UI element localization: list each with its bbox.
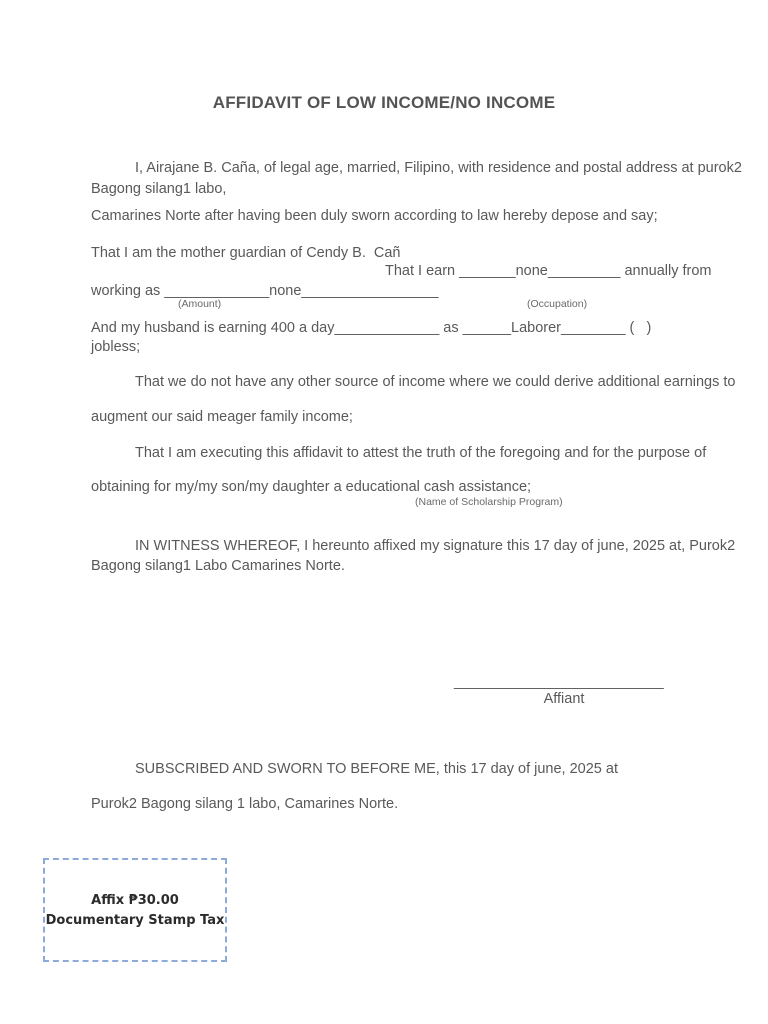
affiant-label: Affiant xyxy=(543,691,585,707)
occupation-label: (Occupation) xyxy=(527,298,588,310)
jobless-statement: jobless; xyxy=(91,339,141,355)
no-other-income-line-1: That we do not have any other source of income where we could derive additional earnings to xyxy=(135,374,736,390)
no-other-income-line-2: augment our said meager family income; xyxy=(91,409,353,425)
stamp-tax-label: Documentary Stamp Tax xyxy=(45,912,225,928)
amount-label: (Amount) xyxy=(178,298,222,310)
witness-line-2: Bagong silang1 Labo Camarines Norte. xyxy=(91,558,345,574)
working-as-statement: working as _____________none_________________ xyxy=(91,283,439,299)
page-title: AFFIDAVIT OF LOW INCOME/NO INCOME xyxy=(212,93,556,112)
signature-line: __________________________ xyxy=(454,674,664,690)
witness-line-1: IN WITNESS WHEREOF, I hereunto affixed my signature this 17 day of june, 2025 at, Purok2 xyxy=(135,538,736,554)
documentary-stamp-box xyxy=(43,858,227,962)
jurat-line-1: SUBSCRIBED AND SWORN TO BEFORE ME, this 17 day of june, 2025 at xyxy=(135,761,618,777)
opening-paragraph-line-2: Bagong silang1 labo, xyxy=(91,181,227,197)
jurat-line-2: Purok2 Bagong silang 1 labo, Camarines Norte. xyxy=(91,796,399,812)
stamp-affix-amount: Affix ₱30.00 xyxy=(91,892,179,908)
opening-paragraph-line-1: I, Airajane B. Caña, of legal age, married, Filipino, with residence and postal address at purok2 xyxy=(135,160,742,176)
earn-statement: That I earn _______none_________ annually from xyxy=(385,263,712,279)
guardian-statement: That I am the mother guardian of Cendy B. Cañ xyxy=(91,245,401,261)
purpose-line-2: obtaining for my/my son/my daughter a educational cash assistance; xyxy=(91,479,532,495)
purpose-line-1: That I am executing this affidavit to attest the truth of the foregoing and for the purpose of xyxy=(135,445,707,461)
scholarship-program-label: (Name of Scholarship Program) xyxy=(415,496,563,508)
husband-earning-statement: And my husband is earning 400 a day_____________ as ______Laborer________ ( ) xyxy=(91,320,652,336)
opening-paragraph-line-3: Camarines Norte after having been duly sworn according to law hereby depose and say; xyxy=(91,208,658,224)
